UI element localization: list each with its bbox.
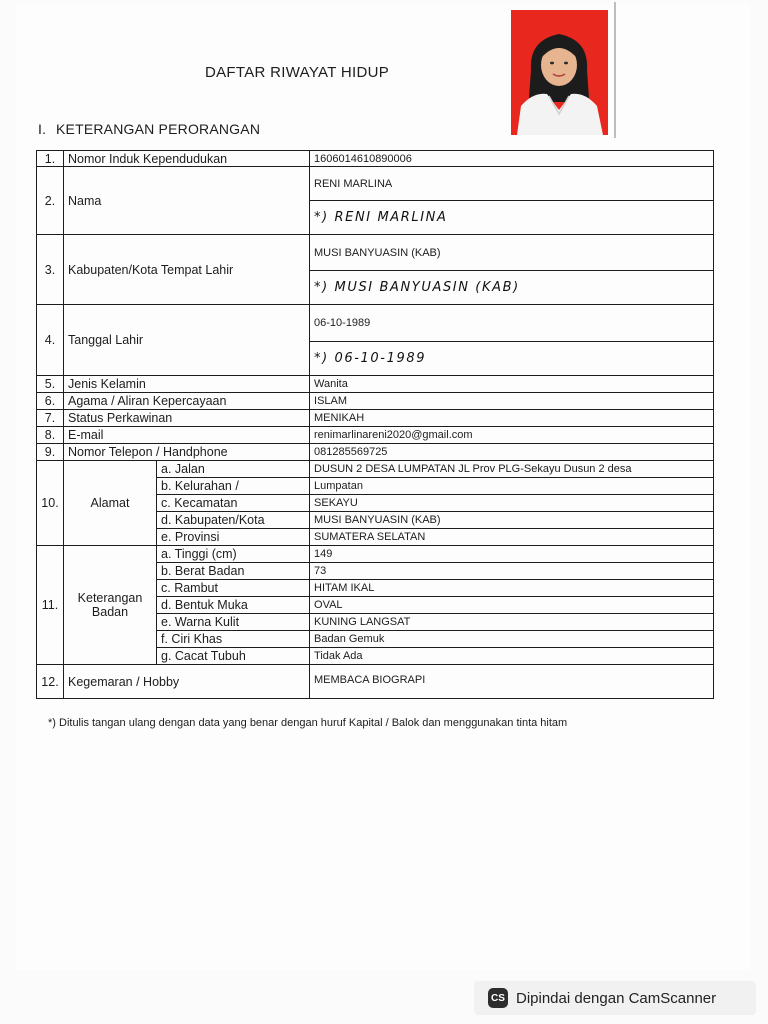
sub-value: MUSI BANYUASIN (KAB) — [310, 512, 714, 529]
sub-label: e. Warna Kulit — [157, 614, 310, 631]
row-number: 1. — [37, 151, 64, 167]
table-row — [37, 305, 714, 342]
personal-info-table — [36, 150, 714, 699]
handwritten-value: *) MUSI BANYUASIN (KAB) — [310, 271, 714, 305]
table-row — [37, 376, 714, 393]
photo-border — [614, 2, 616, 138]
sub-label: b. Kelurahan / — [157, 478, 310, 495]
row-number: 2. — [37, 167, 64, 235]
row-value: MENIKAH — [310, 410, 714, 427]
row-label: Status Perkawinan — [64, 410, 310, 427]
sub-value: OVAL — [310, 597, 714, 614]
row-label: Tanggal Lahir — [64, 305, 310, 376]
handwritten-value: *) 06-10-1989 — [310, 342, 714, 376]
section-label: KETERANGAN PERORANGAN — [56, 121, 261, 137]
sub-label: d. Kabupaten/Kota — [157, 512, 310, 529]
row-label: Kegemaran / Hobby — [64, 665, 310, 699]
row-number: 6. — [37, 393, 64, 410]
row-label: Kabupaten/Kota Tempat Lahir — [64, 235, 310, 305]
row-label: Nama — [64, 167, 310, 235]
row-value: 06-10-1989 — [310, 305, 714, 342]
table-row — [37, 546, 714, 563]
row-label-line: Badan — [91, 605, 129, 619]
row-number: 5. — [37, 376, 64, 393]
document-title: DAFTAR RIWAYAT HIDUP — [204, 64, 390, 81]
sub-label: c. Rambut — [157, 580, 310, 597]
row-value: MUSI BANYUASIN (KAB) — [310, 235, 714, 271]
watermark-text: Dipindai dengan CamScanner — [516, 989, 717, 1007]
section-number: I. — [38, 121, 47, 137]
section-heading — [38, 121, 260, 137]
row-label-line: Keterangan — [77, 591, 143, 605]
sub-label: g. Cacat Tubuh — [157, 648, 310, 665]
row-label: Agama / Aliran Kepercayaan — [64, 393, 310, 410]
row-value: 1606014610890006 — [310, 151, 714, 167]
sub-label: a. Tinggi (cm) — [157, 546, 310, 563]
row-value: MEMBACA BIOGRAPI — [310, 665, 714, 699]
table-row — [37, 665, 714, 699]
table-row — [37, 393, 714, 410]
sub-label: e. Provinsi — [157, 529, 310, 546]
sub-value: SEKAYU — [310, 495, 714, 512]
row-number: 8. — [37, 427, 64, 444]
table-row — [37, 427, 714, 444]
row-number: 9. — [37, 444, 64, 461]
sub-value: 149 — [310, 546, 714, 563]
row-value: Wanita — [310, 376, 714, 393]
row-label: Nomor Telepon / Handphone — [64, 444, 310, 461]
row-value: RENI MARLINA — [310, 167, 714, 201]
row-label: Jenis Kelamin — [64, 376, 310, 393]
row-label — [64, 546, 157, 665]
footnote: *) Ditulis tangan ulang dengan data yang benar dengan huruf Kapital / Balok dan menggunakan tinta hitam — [48, 717, 568, 729]
row-number: 4. — [37, 305, 64, 376]
sub-value: Badan Gemuk — [310, 631, 714, 648]
sub-label: c. Kecamatan — [157, 495, 310, 512]
sub-label: f. Ciri Khas — [157, 631, 310, 648]
sub-value: Tidak Ada — [310, 648, 714, 665]
handwritten-value: *) RENI MARLINA — [310, 201, 714, 235]
table-row — [37, 410, 714, 427]
row-value: renimarlinareni2020@gmail.com — [310, 427, 714, 444]
sub-label: d. Bentuk Muka — [157, 597, 310, 614]
sub-value: SUMATERA SELATAN — [310, 529, 714, 546]
row-number: 10. — [37, 461, 64, 546]
camscanner-logo-icon: CS — [488, 988, 508, 1008]
row-label: Nomor Induk Kependudukan — [64, 151, 310, 167]
sub-label: a. Jalan — [157, 461, 310, 478]
row-number: 3. — [37, 235, 64, 305]
table-row — [37, 235, 714, 271]
camscanner-watermark — [474, 981, 756, 1015]
row-number: 12. — [37, 665, 64, 699]
row-value: 081285569725 — [310, 444, 714, 461]
sub-value: DUSUN 2 DESA LUMPATAN JL Prov PLG-Sekayu Dusun 2 desa — [310, 461, 714, 478]
table-row — [37, 167, 714, 201]
sub-value: Lumpatan — [310, 478, 714, 495]
row-label: Alamat — [64, 461, 157, 546]
sub-value: HITAM IKAL — [310, 580, 714, 597]
table-row — [37, 151, 714, 167]
table-row — [37, 461, 714, 478]
row-value: ISLAM — [310, 393, 714, 410]
table-row — [37, 444, 714, 461]
row-number: 7. — [37, 410, 64, 427]
row-label: E-mail — [64, 427, 310, 444]
row-number: 11. — [37, 546, 64, 665]
sub-value: KUNING LANGSAT — [310, 614, 714, 631]
sub-label: b. Berat Badan — [157, 563, 310, 580]
sub-value: 73 — [310, 563, 714, 580]
